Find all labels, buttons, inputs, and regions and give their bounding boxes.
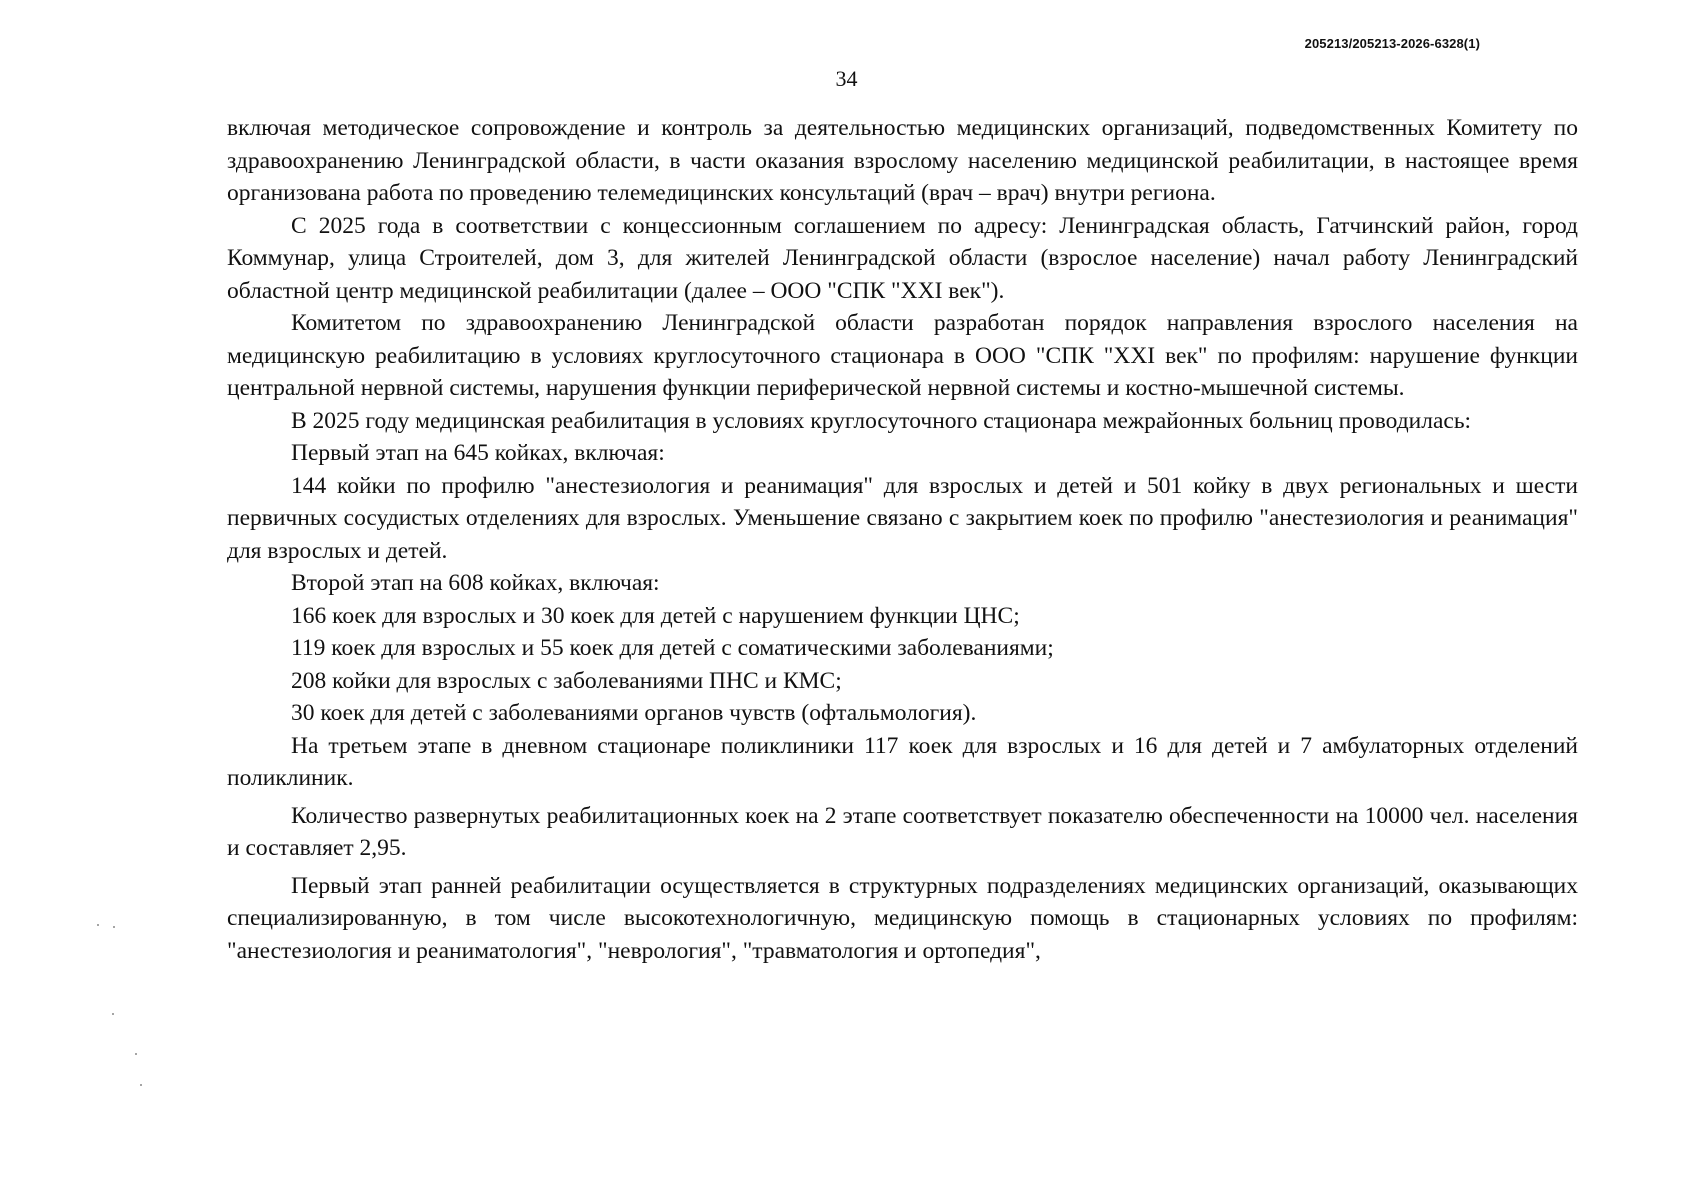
paragraph: Количество развернутых реабилитационных коек на 2 этапе соответствует показателю обеспеченности на 10000 чел. населения и составляет 2,95. — [227, 802, 1578, 861]
paragraph: На третьем этапе в дневном стационаре поликлиники 117 коек для взрослых и 16 для детей и 7 амбулаторных отделений поликлиник. — [227, 732, 1578, 791]
paragraph: В 2025 году медицинская реабилитация в условиях круглосуточного стационара межрайонных больниц проводилась: — [291, 407, 1472, 434]
document-registration-number: 205213/205213-2026-6328(1) — [1304, 36, 1480, 51]
page-number: 34 — [835, 66, 858, 91]
scan-artifact — [97, 924, 99, 926]
paragraph: 208 койки для взрослых с заболеваниями ПНС и КМС; — [291, 667, 842, 694]
scan-artifact — [112, 1013, 114, 1015]
paragraph: 144 койки по профилю "анестезиология и реанимация" для взрослых и детей и 501 койку в двух региональных и шести первичных сосудистых отделениях для взрослых. Уменьшение связано с закрытием коек по профилю "анестезиология и реанимация" для взрослых и детей. — [227, 472, 1578, 564]
paragraph: включая методическое сопровождение и контроль за деятельностью медицинских организаций, подведомственных Комитету по здравоохранению Ленинградской области, в части оказания взрослому населению медицинской реабилитации, в настоящее время организована работа по проведению телемедицинских консультаций (врач – врач) внутри региона. — [227, 115, 1578, 206]
paragraph: Первый этап ранней реабилитации осуществляется в структурных подразделениях медицинских организаций, оказывающих специализированную, в том числе высокотехнологичную, медицинскую помощь в стационарных условиях по профилям: "анестезиология и реаниматология", "неврология", "травматология и ортопедия", — [227, 872, 1578, 964]
document-body — [227, 112, 1578, 967]
paragraph: Второй этап на 608 койках, включая: — [291, 570, 660, 596]
paragraph: 30 коек для детей с заболеваниями органов чувств (офтальмология). — [291, 700, 977, 726]
scan-artifact — [113, 926, 115, 928]
paragraph: Первый этап на 645 койках, включая: — [291, 440, 665, 466]
scan-artifact — [135, 1053, 137, 1055]
scan-artifact — [140, 1084, 142, 1086]
paragraph: Комитетом по здравоохранению Ленинградской области разработан порядок направления взрослого населения на медицинскую реабилитацию в условиях круглосуточного стационара в ООО "СПК "XXI век" по профилям: нарушение функции центральной нервной системы, нарушения функции периферической нервной системы и костно-мышечной системы. — [227, 310, 1578, 401]
paragraph: 119 коек для взрослых и 55 коек для детей с соматическими заболеваниями; — [291, 635, 1054, 661]
paragraph: 166 коек для взрослых и 30 коек для детей с нарушением функции ЦНС; — [291, 602, 1020, 629]
paragraph: С 2025 года в соответствии с концессионным соглашением по адресу: Ленинградская область, Гатчинский район, город Коммунар, улица Строителей, дом 3, для жителей Ленинградской области (взрослое население) начал работу Ленинградский областной центр медицинской реабилитации (далее – ООО "СПК "XXI век"). — [227, 212, 1578, 304]
